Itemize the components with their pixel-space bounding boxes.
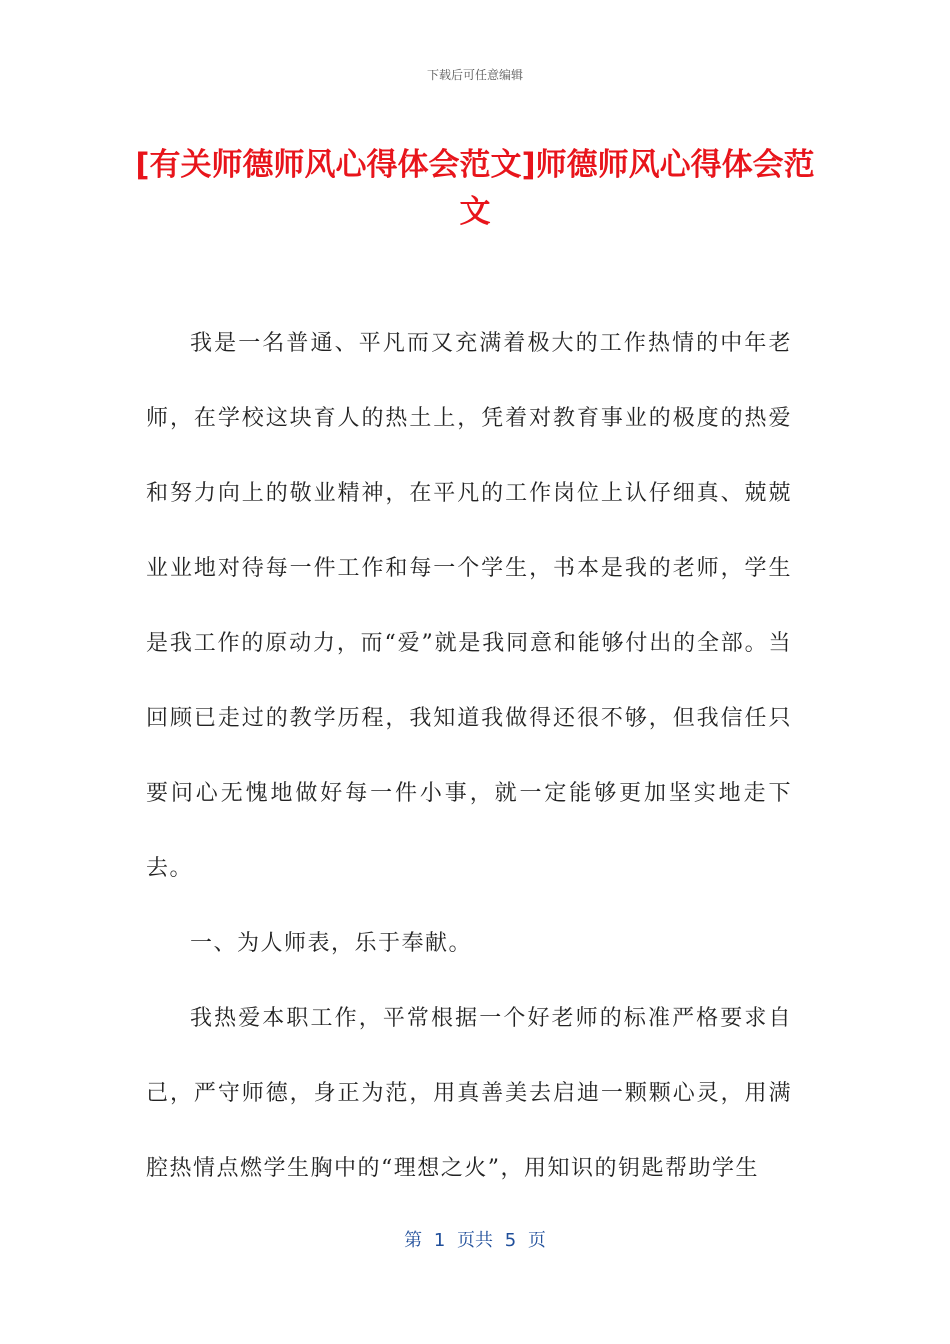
footer-total-pages: 5 <box>504 1230 517 1251</box>
section-heading-1: 一、为人师表，乐于奉献。 <box>190 931 473 956</box>
paragraph-section-1: 我热爱本职工作，平常根据一个好老师的标准严格要求自己，严守师德，身正为范，用真善美去启迪一颗颗心灵，用满腔热情点燃学生胸中的“理想之火”，用知识的钥匙帮助学生 <box>146 1006 792 1181</box>
page-header-note: 下载后可任意编辑 <box>426 68 523 82</box>
footer-suffix: 页 <box>527 1230 546 1251</box>
document-title: [有关师德师风心得体会范文]师德师风心得体会范文 <box>135 147 815 230</box>
footer-current-page: 1 <box>433 1230 446 1251</box>
document-body <box>146 306 792 1206</box>
footer-prefix: 第 <box>404 1230 423 1251</box>
paragraph-intro: 我是一名普通、平凡而又充满着极大的工作热情的中年老师，在学校这块育人的热土上，凭着对教育事业的极度的热爱和努力向上的敬业精神，在平凡的工作岗位上认仔细真、兢兢业业地对待每一件工作和每一个学生，书本是我的老师，学生是我工作的原动力，而“爱”就是我同意和能够付出的全部。当回顾已走过的教学历程，我知道我做得还很不够，但我信任只要问心无愧地做好每一件小事，就一定能够更加坚实地走下去。 <box>146 331 792 881</box>
page-footer <box>0 1226 950 1252</box>
footer-middle: 页共 <box>457 1230 493 1251</box>
